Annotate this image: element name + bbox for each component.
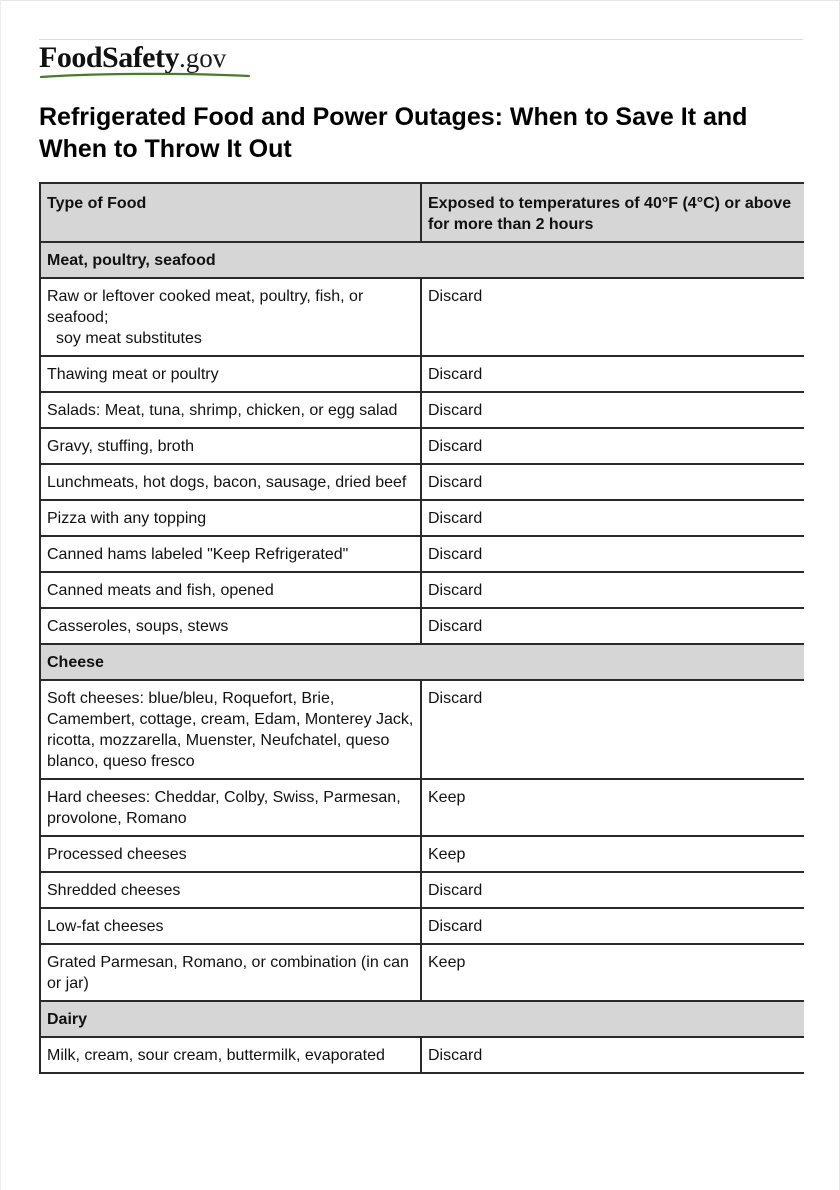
action-cell: Discard bbox=[421, 464, 804, 500]
logo-swoosh-icon bbox=[39, 72, 251, 80]
action-cell: Discard bbox=[421, 872, 804, 908]
food-type-cell bbox=[40, 1037, 421, 1073]
food-type-cell bbox=[40, 608, 421, 644]
food-type-cell bbox=[40, 278, 421, 356]
food-type-text: Shredded cheeses bbox=[47, 882, 181, 899]
action-cell: Discard bbox=[421, 356, 804, 392]
food-type-text: Soft cheeses: blue/bleu, Roquefort, Brie, Camembert, cottage, cream, Edam, Monterey Jack, ricotta, mozzarella, Muenster, Neufchatel, queso blanco, queso fresco bbox=[47, 690, 414, 770]
page-left-edge bbox=[0, 0, 1, 1190]
food-type-text: Canned hams labeled "Keep Refrigerated" bbox=[47, 546, 349, 563]
table-row bbox=[40, 608, 804, 644]
table-row bbox=[40, 836, 804, 872]
action-cell: Discard bbox=[421, 278, 804, 356]
food-type-cell bbox=[40, 356, 421, 392]
action-cell: Keep bbox=[421, 779, 804, 836]
food-type-cell bbox=[40, 680, 421, 779]
page-top-edge bbox=[0, 0, 840, 1]
action-cell: Discard bbox=[421, 392, 804, 428]
action-cell: Discard bbox=[421, 500, 804, 536]
food-type-text: Salads: Meat, tuna, shrimp, chicken, or egg salad bbox=[47, 402, 398, 419]
table-header-row bbox=[40, 183, 804, 242]
table-row bbox=[40, 428, 804, 464]
page-title: Refrigerated Food and Power Outages: When to Save It and When to Throw It Out bbox=[39, 103, 748, 163]
table-row bbox=[40, 872, 804, 908]
column-header-type-of-food: Type of Food bbox=[40, 183, 421, 242]
food-type-text: Hard cheeses: Cheddar, Colby, Swiss, Parmesan, provolone, Romano bbox=[47, 789, 401, 827]
food-type-text: Milk, cream, sour cream, buttermilk, evaporated bbox=[47, 1047, 385, 1064]
food-type-cell bbox=[40, 428, 421, 464]
action-cell: Keep bbox=[421, 944, 804, 1001]
food-type-text: Raw or leftover cooked meat, poultry, fish, or seafood; bbox=[47, 288, 364, 326]
food-type-cell bbox=[40, 836, 421, 872]
column-header-exposure: Exposed to temperatures of 40°F (4°C) or above for more than 2 hours bbox=[421, 183, 804, 242]
food-type-text: Pizza with any topping bbox=[47, 510, 207, 527]
table-body bbox=[40, 242, 804, 1073]
food-type-text: Casseroles, soups, stews bbox=[47, 618, 229, 635]
table-row bbox=[40, 779, 804, 836]
food-safety-table bbox=[39, 182, 804, 1074]
table-row bbox=[40, 944, 804, 1001]
food-type-cell bbox=[40, 908, 421, 944]
table-row bbox=[40, 680, 804, 779]
table-row bbox=[40, 1037, 804, 1073]
section-heading: Dairy bbox=[40, 1001, 804, 1037]
food-safety-table-container bbox=[39, 182, 804, 1113]
section-heading: Meat, poultry, seafood bbox=[40, 242, 804, 278]
food-type-cell bbox=[40, 872, 421, 908]
food-type-text: Thawing meat or poultry bbox=[47, 366, 219, 383]
action-cell: Discard bbox=[421, 608, 804, 644]
logo-domain-suffix: .gov bbox=[179, 43, 227, 73]
food-type-cell bbox=[40, 572, 421, 608]
food-type-cell bbox=[40, 779, 421, 836]
logo-wordmark: FoodSafety bbox=[39, 41, 179, 74]
table-row bbox=[40, 572, 804, 608]
food-type-text: Canned meats and fish, opened bbox=[47, 582, 274, 599]
action-cell: Discard bbox=[421, 680, 804, 779]
section-heading: Cheese bbox=[40, 644, 804, 680]
section-row bbox=[40, 242, 804, 278]
food-type-text: Processed cheeses bbox=[47, 846, 187, 863]
food-type-cell bbox=[40, 392, 421, 428]
action-cell: Discard bbox=[421, 536, 804, 572]
action-cell: Discard bbox=[421, 908, 804, 944]
foodsafety-logo[interactable] bbox=[39, 38, 226, 78]
food-type-text: Low-fat cheeses bbox=[47, 918, 164, 935]
food-type-cell bbox=[40, 500, 421, 536]
action-cell: Discard bbox=[421, 428, 804, 464]
table-row bbox=[40, 908, 804, 944]
action-cell: Discard bbox=[421, 1037, 804, 1073]
table-row bbox=[40, 464, 804, 500]
food-type-cell bbox=[40, 944, 421, 1001]
food-type-cell bbox=[40, 536, 421, 572]
table-row bbox=[40, 500, 804, 536]
section-row bbox=[40, 644, 804, 680]
table-row bbox=[40, 278, 804, 356]
food-type-extra-text: soy meat substitutes bbox=[56, 330, 202, 347]
action-cell: Keep bbox=[421, 836, 804, 872]
section-row bbox=[40, 1001, 804, 1037]
food-type-cell bbox=[40, 464, 421, 500]
food-type-text: Gravy, stuffing, broth bbox=[47, 438, 195, 455]
food-type-text: Lunchmeats, hot dogs, bacon, sausage, dried beef bbox=[47, 474, 407, 491]
table-row bbox=[40, 536, 804, 572]
action-cell: Discard bbox=[421, 572, 804, 608]
table-row bbox=[40, 356, 804, 392]
food-type-text: Grated Parmesan, Romano, or combination (in can or jar) bbox=[47, 954, 409, 992]
table-row bbox=[40, 392, 804, 428]
